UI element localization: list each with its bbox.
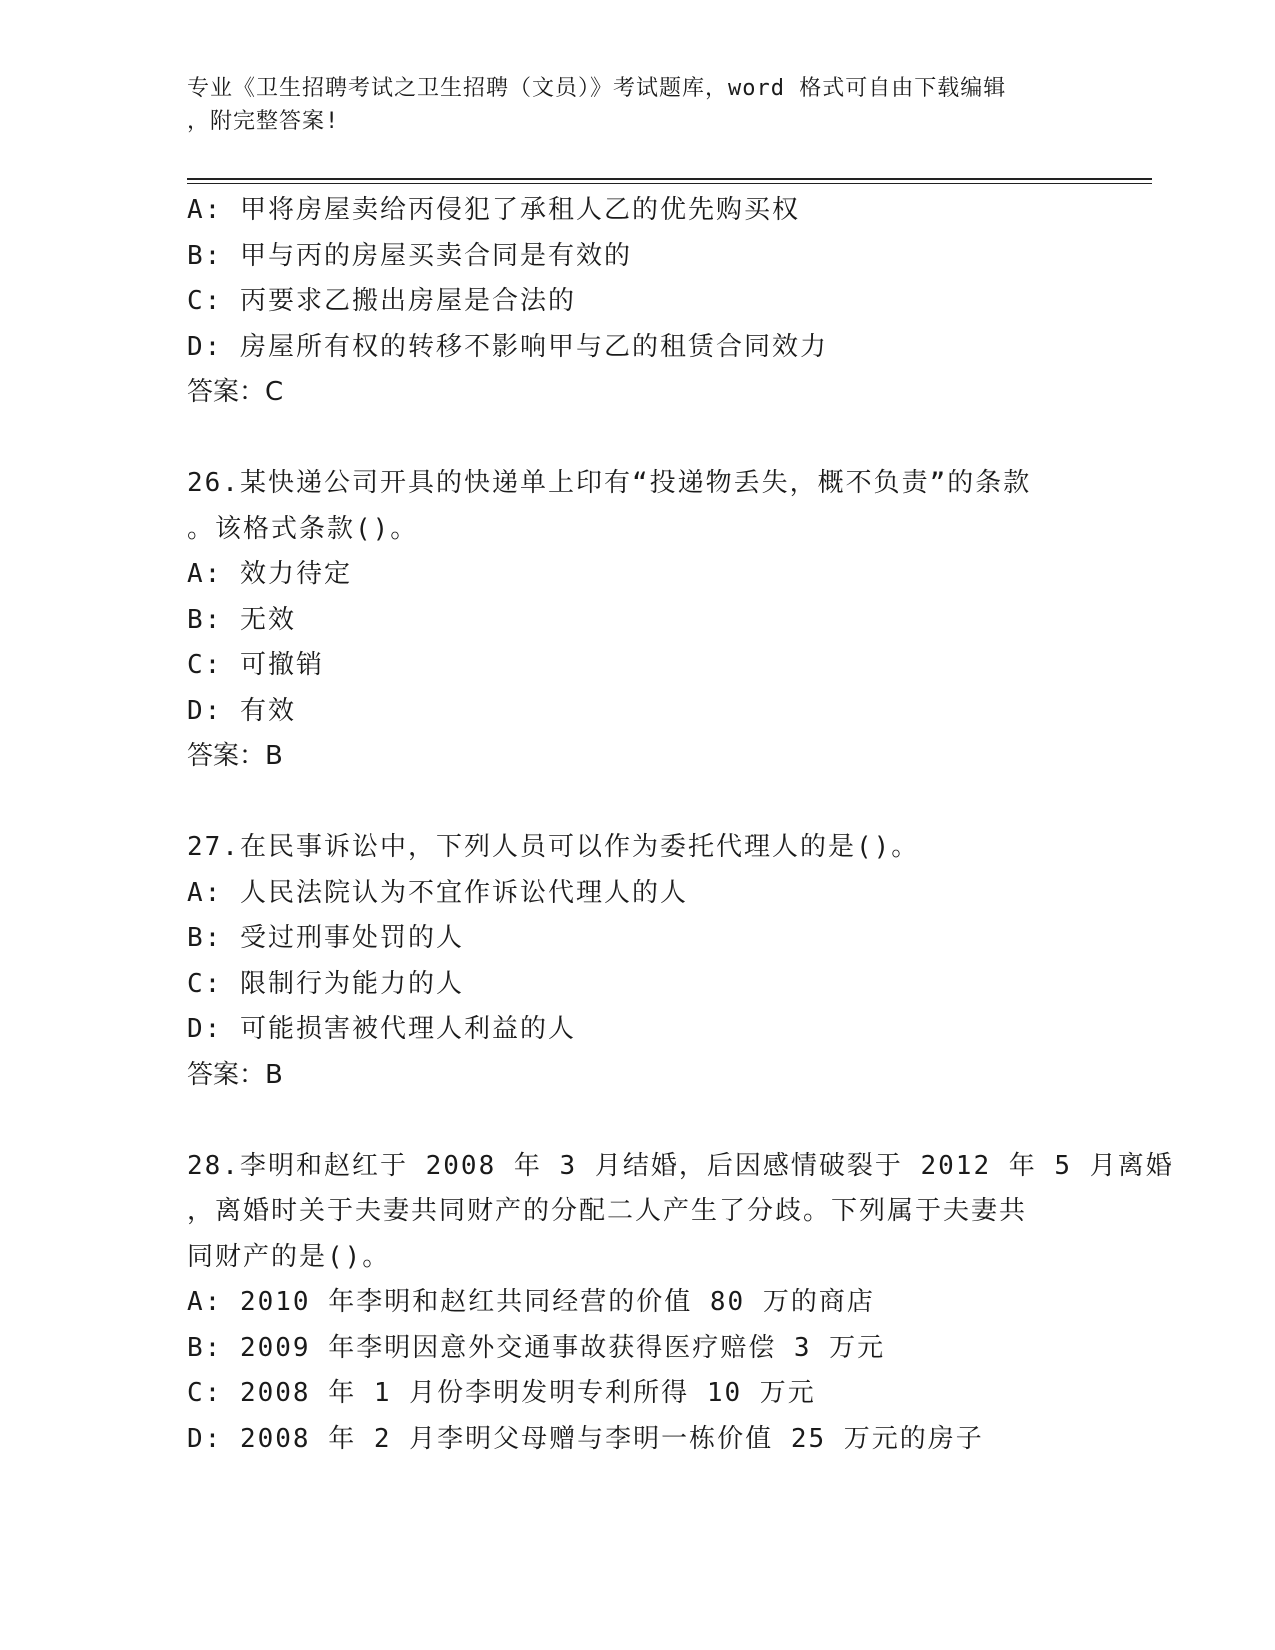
option-b: B: 甲与丙的房屋买卖合同是有效的 [187, 240, 632, 271]
answer: 答案：B [187, 741, 283, 771]
question-stem: 26.某快递公司开具的快递单上印有“投递物丢失，概不负责”的条款 [187, 468, 1032, 498]
spacer [187, 416, 1147, 462]
option-a: A: 甲将房屋卖给丙侵犯了承租人乙的优先购买权 [187, 195, 800, 225]
header-divider [187, 178, 1152, 184]
question-stem: 27.在民事诉讼中，下列人员可以作为委托代理人的是()。 [187, 832, 920, 862]
question-stem: 。该格式条款()。 [187, 513, 419, 544]
option-d: D: 房屋所有权的转移不影响甲与乙的租赁合同效力 [187, 331, 828, 362]
question-27 [187, 825, 1147, 1098]
option-b: B: 无效 [187, 604, 296, 635]
answer: 答案：C [187, 377, 284, 407]
option-d: D: 可能损害被代理人利益的人 [187, 1014, 576, 1044]
question-content [187, 188, 1174, 1462]
question-stem: 28.李明和赵红于 2008 年 3 月结婚，后因感情破裂于 2012 年 5 月离婚 [187, 1150, 1174, 1181]
header-line-1: 专业《卫生招聘考试之卫生招聘（文员）》考试题库，word 格式可自由下载编辑 [187, 76, 1007, 101]
question-25-tail [187, 188, 1147, 416]
option-a: A: 人民法院认为不宜作诉讼代理人的人 [187, 877, 688, 908]
question-stem: ，离婚时关于夫妻共同财产的分配二人产生了分歧。下列属于夫妻共 [187, 1196, 1028, 1226]
document-header [187, 72, 1087, 138]
option-c: C: 2008 年 1 月份李明发明专利所得 10 万元 [187, 1378, 816, 1408]
option-c: C: 限制行为能力的人 [187, 968, 464, 999]
spacer [187, 1098, 1147, 1144]
option-d: D: 2008 年 2 月李明父母赠与李明一栋价值 25 万元的房子 [187, 1423, 984, 1454]
option-b: B: 2009 年李明因意外交通事故获得医疗赔偿 3 万元 [187, 1332, 886, 1363]
option-c: C: 可撤销 [187, 650, 324, 680]
question-28 [187, 1144, 1174, 1463]
question-stem: 同财产的是()。 [187, 1241, 391, 1272]
option-b: B: 受过刑事处罚的人 [187, 923, 464, 953]
answer: 答案：B [187, 1059, 283, 1090]
header-line-2: ，附完整答案! [187, 109, 340, 134]
option-d: D: 有效 [187, 695, 296, 726]
spacer [187, 780, 1147, 826]
option-a: A: 效力待定 [187, 559, 352, 589]
option-c: C: 丙要求乙搬出房屋是合法的 [187, 286, 576, 316]
option-a: A: 2010 年李明和赵红共同经营的价值 80 万的商店 [187, 1287, 875, 1317]
question-26 [187, 461, 1147, 780]
